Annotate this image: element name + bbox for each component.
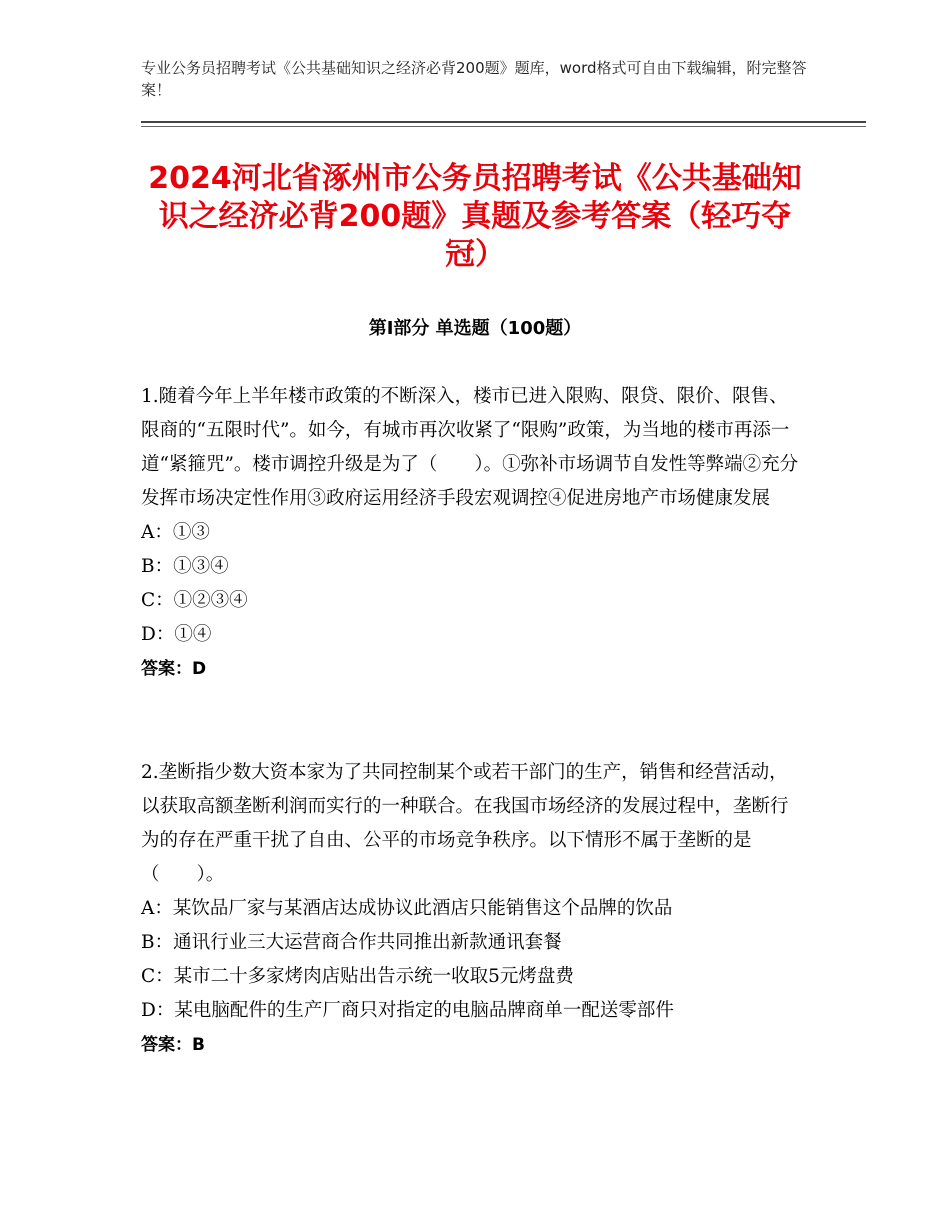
header-divider-thick — [141, 121, 866, 123]
question-stem: 2.垄断指少数大资本家为了共同控制某个或若干部门的生产，销售和经营活动，以获取高额垄断利润而实行的一种联合。在我国市场经济的发展过程中，垄断行为的存在严重干扰了自由、公平的市场竞争秩序。以下情形不属于垄断的是（ ）。 — [141, 762, 789, 885]
question-stem: 1.随着今年上半年楼市政策的不断深入，楼市已进入限购、限贷、限价、限售、限商的“五限时代”。如今，有城市再次收紧了“限购”政策，为当地的楼市再添一道“紧箍咒”。楼市调控升级是为了（ ）。①弥补市场调节自发性等弊端②充分发挥市场决定性作用③政府运用经济手段宏观调控④促进房地产市场健康发展 — [141, 386, 799, 509]
question-2 — [141, 756, 801, 1062]
section-heading: 第Ⅰ部分 单选题（100题） — [368, 318, 582, 339]
option-b: B：通讯行业三大运营商合作共同推出新款通讯套餐 — [141, 932, 562, 953]
option-d: D：①④ — [141, 624, 212, 645]
option-a: A：某饮品厂家与某酒店达成协议此酒店只能销售这个品牌的饮品 — [141, 898, 673, 919]
option-c: C：某市二十多家烤肉店贴出告示统一收取5元烤盘费 — [141, 966, 574, 987]
question-1 — [141, 380, 801, 686]
option-b: B：①③④ — [141, 556, 229, 577]
header-note: 专业公务员招聘考试《公共基础知识之经济必背200题》题库，word格式可自由下载编辑，附完整答案！ — [141, 59, 807, 99]
document-title: 2024河北省涿州市公务员招聘考试《公共基础知识之经济必背200题》真题及参考答案（轻巧夺冠） — [148, 161, 802, 272]
option-a: A：①③ — [141, 522, 210, 543]
answer-line: 答案：B — [141, 1035, 205, 1055]
option-c: C：①②③④ — [141, 590, 248, 611]
header-divider-thin — [141, 126, 866, 127]
answer-line: 答案：D — [141, 659, 207, 679]
option-d: D：某电脑配件的生产厂商只对指定的电脑品牌商单一配送零部件 — [141, 1000, 674, 1021]
